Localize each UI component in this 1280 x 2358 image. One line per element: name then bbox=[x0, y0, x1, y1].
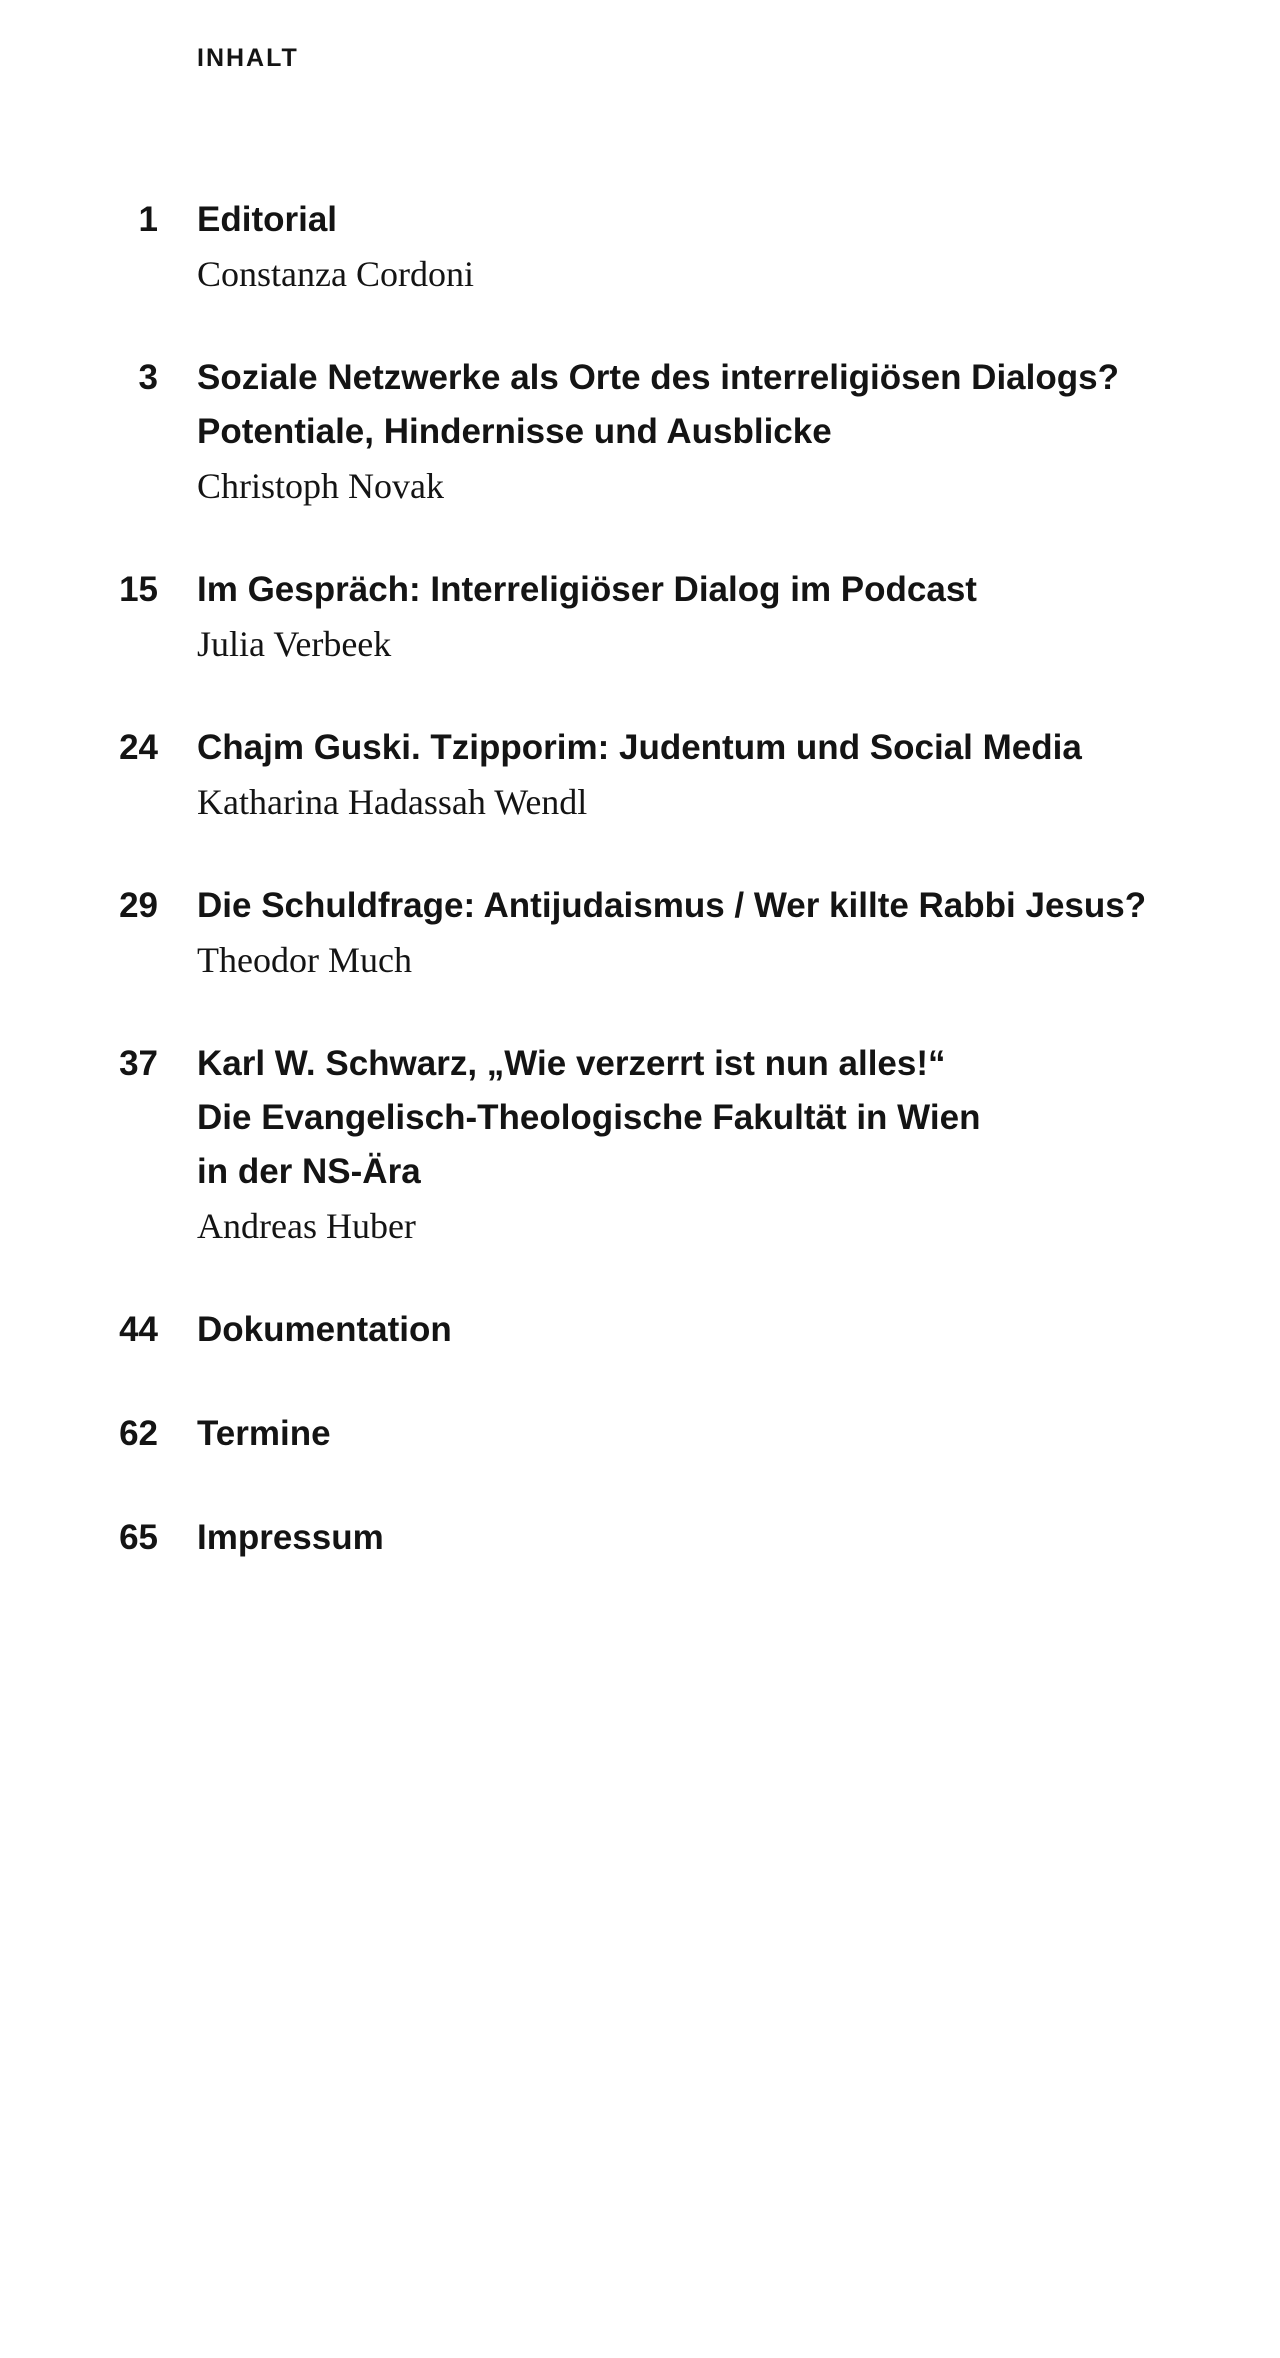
entry-author: Constanza Cordoni bbox=[197, 254, 474, 294]
page-number: 29 bbox=[119, 886, 158, 925]
entry-body bbox=[197, 721, 1257, 829]
entry-author: Theodor Much bbox=[197, 940, 412, 980]
entry-title: Editorial bbox=[197, 200, 338, 239]
entry-body bbox=[197, 563, 1257, 671]
toc-entry-editorial[interactable] bbox=[0, 193, 1280, 301]
toc-entry-schwarz[interactable] bbox=[0, 1037, 1280, 1253]
entry-title: Impressum bbox=[197, 1518, 384, 1557]
entry-title: Dokumentation bbox=[197, 1310, 452, 1349]
entry-author: Christoph Novak bbox=[197, 466, 444, 506]
entry-title: Die Schuldfrage: Antijudaismus / Wer killte Rabbi Jesus? bbox=[197, 886, 1147, 925]
toc-entry-impressum[interactable] bbox=[0, 1511, 1280, 1565]
page-number: 37 bbox=[119, 1044, 158, 1083]
toc-entry-termine[interactable] bbox=[0, 1407, 1280, 1461]
entry-author: Katharina Hadassah Wendl bbox=[197, 782, 588, 822]
toc-entry-tzipporim[interactable] bbox=[0, 721, 1280, 829]
entry-title: Im Gespräch: Interreligiöser Dialog im Podcast bbox=[197, 570, 977, 609]
entry-author: Andreas Huber bbox=[197, 1206, 416, 1246]
page-number: 15 bbox=[119, 570, 158, 609]
toc-entry-soziale-netzwerke[interactable] bbox=[0, 351, 1280, 513]
toc-entry-im-gespraech[interactable] bbox=[0, 563, 1280, 671]
page-number: 65 bbox=[119, 1518, 158, 1557]
entry-body bbox=[197, 1037, 1257, 1253]
entry-body bbox=[197, 351, 1257, 513]
entry-title: Soziale Netzwerke als Orte des interreligiösen Dialogs? Potentiale, Hindernisse und Ausblicke bbox=[197, 358, 1119, 451]
entry-body bbox=[197, 879, 1257, 987]
table-of-contents bbox=[0, 193, 1280, 1615]
page-number: 1 bbox=[138, 200, 158, 239]
entry-body bbox=[197, 1511, 1257, 1565]
entry-body bbox=[197, 193, 1257, 301]
entry-title: Termine bbox=[197, 1414, 331, 1453]
entry-body bbox=[197, 1303, 1257, 1357]
entry-title: Chajm Guski. Tzipporim: Judentum und Social Media bbox=[197, 728, 1082, 767]
page-number: 24 bbox=[119, 728, 158, 767]
section-heading: INHALT bbox=[197, 44, 299, 72]
entry-title: Karl W. Schwarz, „Wie verzerrt ist nun alles!“ Die Evangelisch-Theologische Fakultät in Wien in der NS-Ära bbox=[197, 1044, 981, 1191]
toc-entry-schuldfrage[interactable] bbox=[0, 879, 1280, 987]
page-number: 44 bbox=[119, 1310, 158, 1349]
entry-author: Julia Verbeek bbox=[197, 624, 392, 664]
page-number: 62 bbox=[119, 1414, 158, 1453]
entry-body bbox=[197, 1407, 1257, 1461]
page-number: 3 bbox=[138, 358, 158, 397]
toc-entry-dokumentation[interactable] bbox=[0, 1303, 1280, 1357]
